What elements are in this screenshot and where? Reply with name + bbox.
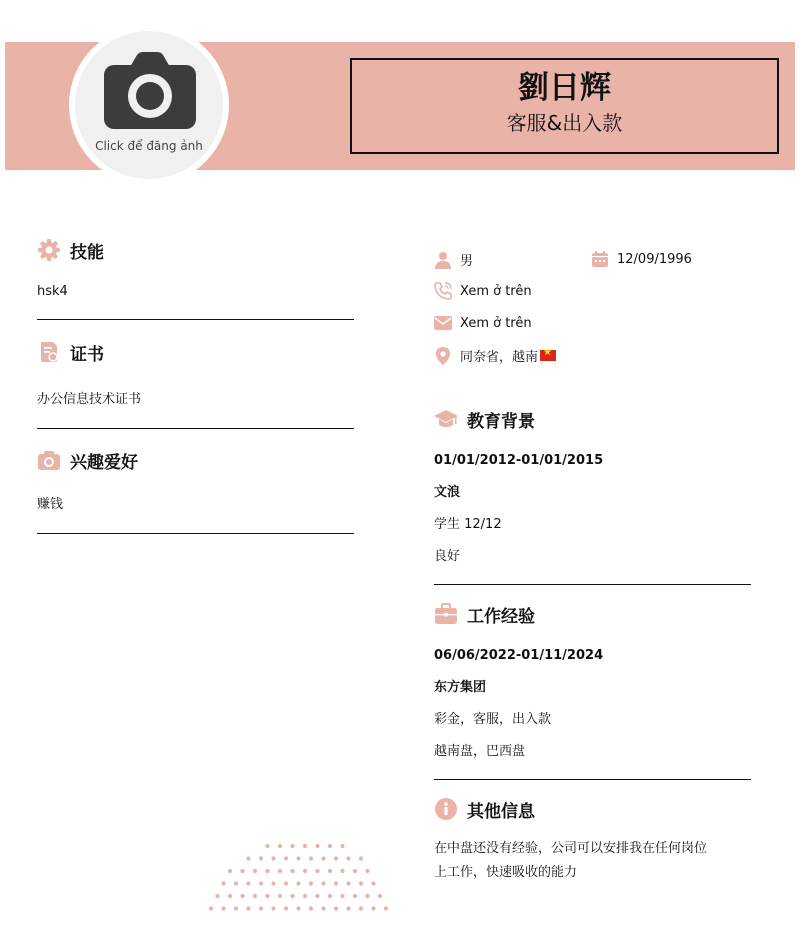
education-grade[interactable]: 良好 bbox=[434, 549, 461, 564]
decorative-dot bbox=[303, 869, 307, 873]
certificate-icon bbox=[37, 340, 61, 364]
decorative-dot bbox=[296, 881, 300, 885]
decorative-dot bbox=[265, 894, 269, 898]
camera-icon bbox=[37, 448, 61, 472]
decorative-dot bbox=[240, 869, 244, 873]
decorative-dot bbox=[290, 844, 294, 848]
decorative-dot bbox=[271, 906, 275, 910]
decorative-dot bbox=[353, 869, 357, 873]
experience-position[interactable]: 彩金，客服，出入款 bbox=[434, 712, 552, 727]
decorative-dot bbox=[359, 906, 363, 910]
decorative-dot bbox=[378, 894, 382, 898]
decorative-dot bbox=[278, 869, 282, 873]
decorative-dot bbox=[315, 869, 319, 873]
section-divider bbox=[37, 428, 354, 429]
decorative-dot bbox=[290, 869, 294, 873]
phone-value[interactable]: Xem ở trên bbox=[460, 283, 532, 299]
decorative-dot bbox=[284, 881, 288, 885]
decorative-dot bbox=[321, 906, 325, 910]
education-period[interactable]: 01/01/2012-01/01/2015 bbox=[434, 453, 604, 468]
decorative-dot bbox=[340, 844, 344, 848]
skills-title: 技能 bbox=[70, 242, 104, 263]
decorative-dot bbox=[315, 894, 319, 898]
decorative-dot bbox=[253, 894, 257, 898]
experience-title: 工作经验 bbox=[467, 606, 535, 627]
decorative-dot bbox=[215, 894, 219, 898]
decorative-dot bbox=[309, 906, 313, 910]
decorative-dot bbox=[321, 881, 325, 885]
decorative-dot bbox=[334, 906, 338, 910]
vietnam-flag-icon bbox=[540, 350, 556, 361]
calendar-icon bbox=[591, 250, 609, 268]
gear-icon bbox=[37, 238, 61, 262]
certificate-item[interactable]: 办公信息技术证书 bbox=[37, 392, 142, 407]
decorative-dot bbox=[328, 869, 332, 873]
decorative-dot bbox=[265, 844, 269, 848]
location-icon bbox=[434, 347, 452, 365]
name-box bbox=[350, 58, 779, 154]
decorative-dot bbox=[278, 844, 282, 848]
decorative-dot bbox=[284, 906, 288, 910]
decorative-dot bbox=[221, 881, 225, 885]
decorative-dot bbox=[303, 894, 307, 898]
birthday-row bbox=[591, 250, 692, 268]
decorative-dot bbox=[259, 906, 263, 910]
hobby-item[interactable]: 赚钱 bbox=[37, 497, 64, 512]
decorative-dot bbox=[246, 881, 250, 885]
address-row bbox=[434, 346, 556, 365]
decorative-dot bbox=[246, 856, 250, 860]
experience-period[interactable]: 06/06/2022-01/11/2024 bbox=[434, 648, 604, 663]
decorative-dot bbox=[296, 906, 300, 910]
section-divider bbox=[37, 533, 354, 534]
decorative-dot bbox=[228, 894, 232, 898]
decorative-dot bbox=[371, 906, 375, 910]
certificates-header bbox=[37, 334, 354, 370]
address-value[interactable]: 同奈省，越南 bbox=[460, 350, 539, 365]
decorative-dot bbox=[253, 869, 257, 873]
phone-icon bbox=[434, 282, 452, 300]
email-row bbox=[434, 314, 532, 332]
decorative-dot bbox=[234, 881, 238, 885]
decorative-dot bbox=[309, 856, 313, 860]
decorative-dot bbox=[296, 856, 300, 860]
candidate-role[interactable]: 客服&出入款 bbox=[506, 111, 623, 135]
decorative-dot bbox=[265, 869, 269, 873]
decorative-dot bbox=[359, 856, 363, 860]
decorative-dot bbox=[328, 844, 332, 848]
decorative-dot bbox=[278, 894, 282, 898]
other-info-title: 其他信息 bbox=[467, 801, 535, 822]
decorative-dot bbox=[271, 881, 275, 885]
skill-item[interactable]: hsk4 bbox=[37, 284, 68, 299]
other-info-header bbox=[434, 791, 751, 827]
decorative-dot bbox=[365, 894, 369, 898]
decorative-dot bbox=[290, 894, 294, 898]
email-value[interactable]: Xem ở trên bbox=[460, 315, 532, 331]
birthday-value[interactable]: 12/09/1996 bbox=[617, 251, 692, 267]
other-info-text[interactable] bbox=[434, 837, 751, 885]
decorative-dot bbox=[234, 906, 238, 910]
decorative-dot bbox=[353, 894, 357, 898]
decorative-dot bbox=[228, 869, 232, 873]
decorative-dot bbox=[246, 906, 250, 910]
decorative-dot bbox=[259, 881, 263, 885]
decorative-dot bbox=[284, 856, 288, 860]
candidate-name[interactable]: 劉日辉 bbox=[518, 70, 611, 106]
experience-company[interactable]: 东方集团 bbox=[434, 680, 487, 695]
info-icon bbox=[434, 797, 458, 821]
other-info-line: 上工作，快速吸收的能力 bbox=[434, 865, 578, 880]
avatar-upload[interactable] bbox=[69, 25, 229, 185]
left-column bbox=[37, 232, 354, 534]
education-title: 教育背景 bbox=[467, 411, 535, 432]
phone-row bbox=[434, 282, 532, 300]
camera-icon bbox=[104, 51, 196, 131]
hobbies-header bbox=[37, 442, 354, 478]
decorative-dot bbox=[334, 881, 338, 885]
graduation-cap-icon bbox=[434, 407, 458, 431]
section-divider bbox=[37, 319, 354, 320]
education-header bbox=[434, 401, 751, 437]
education-school[interactable]: 文浪 bbox=[434, 485, 461, 500]
decorative-dot bbox=[315, 844, 319, 848]
experience-header bbox=[434, 596, 751, 632]
experience-description[interactable]: 越南盘，巴西盘 bbox=[434, 744, 526, 759]
decorative-dot bbox=[303, 844, 307, 848]
mail-icon bbox=[434, 314, 452, 332]
avatar-caption: Click để đăng ảnh bbox=[95, 139, 203, 153]
decorative-dot bbox=[309, 881, 313, 885]
decorative-dot bbox=[209, 906, 213, 910]
decorative-dot bbox=[371, 881, 375, 885]
decorative-dot bbox=[340, 894, 344, 898]
right-column bbox=[434, 401, 751, 885]
decorative-dot bbox=[221, 906, 225, 910]
other-info-line: 在中盘还没有经验，公司可以安排我在任何岗位 bbox=[434, 841, 708, 856]
decorative-dot bbox=[365, 869, 369, 873]
education-major[interactable]: 学生 12/12 bbox=[434, 517, 502, 532]
decorative-dot bbox=[346, 906, 350, 910]
decorative-dot bbox=[328, 894, 332, 898]
decorative-dot bbox=[259, 856, 263, 860]
decorative-dot bbox=[240, 894, 244, 898]
section-divider bbox=[434, 584, 751, 585]
decorative-dot bbox=[271, 856, 275, 860]
gender-value[interactable]: 男 bbox=[460, 254, 474, 269]
decorative-dot bbox=[359, 881, 363, 885]
section-divider bbox=[434, 779, 751, 780]
user-icon bbox=[434, 251, 452, 269]
decorative-dot bbox=[340, 869, 344, 873]
decorative-dot bbox=[334, 856, 338, 860]
gender-row bbox=[434, 250, 473, 269]
briefcase-icon bbox=[434, 602, 458, 626]
hobbies-title: 兴趣爱好 bbox=[70, 452, 138, 473]
certificates-title: 证书 bbox=[70, 344, 104, 365]
decorative-dot bbox=[346, 856, 350, 860]
decorative-dots bbox=[205, 840, 395, 927]
decorative-dot bbox=[346, 881, 350, 885]
decorative-dot bbox=[321, 856, 325, 860]
decorative-dot bbox=[384, 906, 388, 910]
skills-header bbox=[37, 232, 354, 268]
